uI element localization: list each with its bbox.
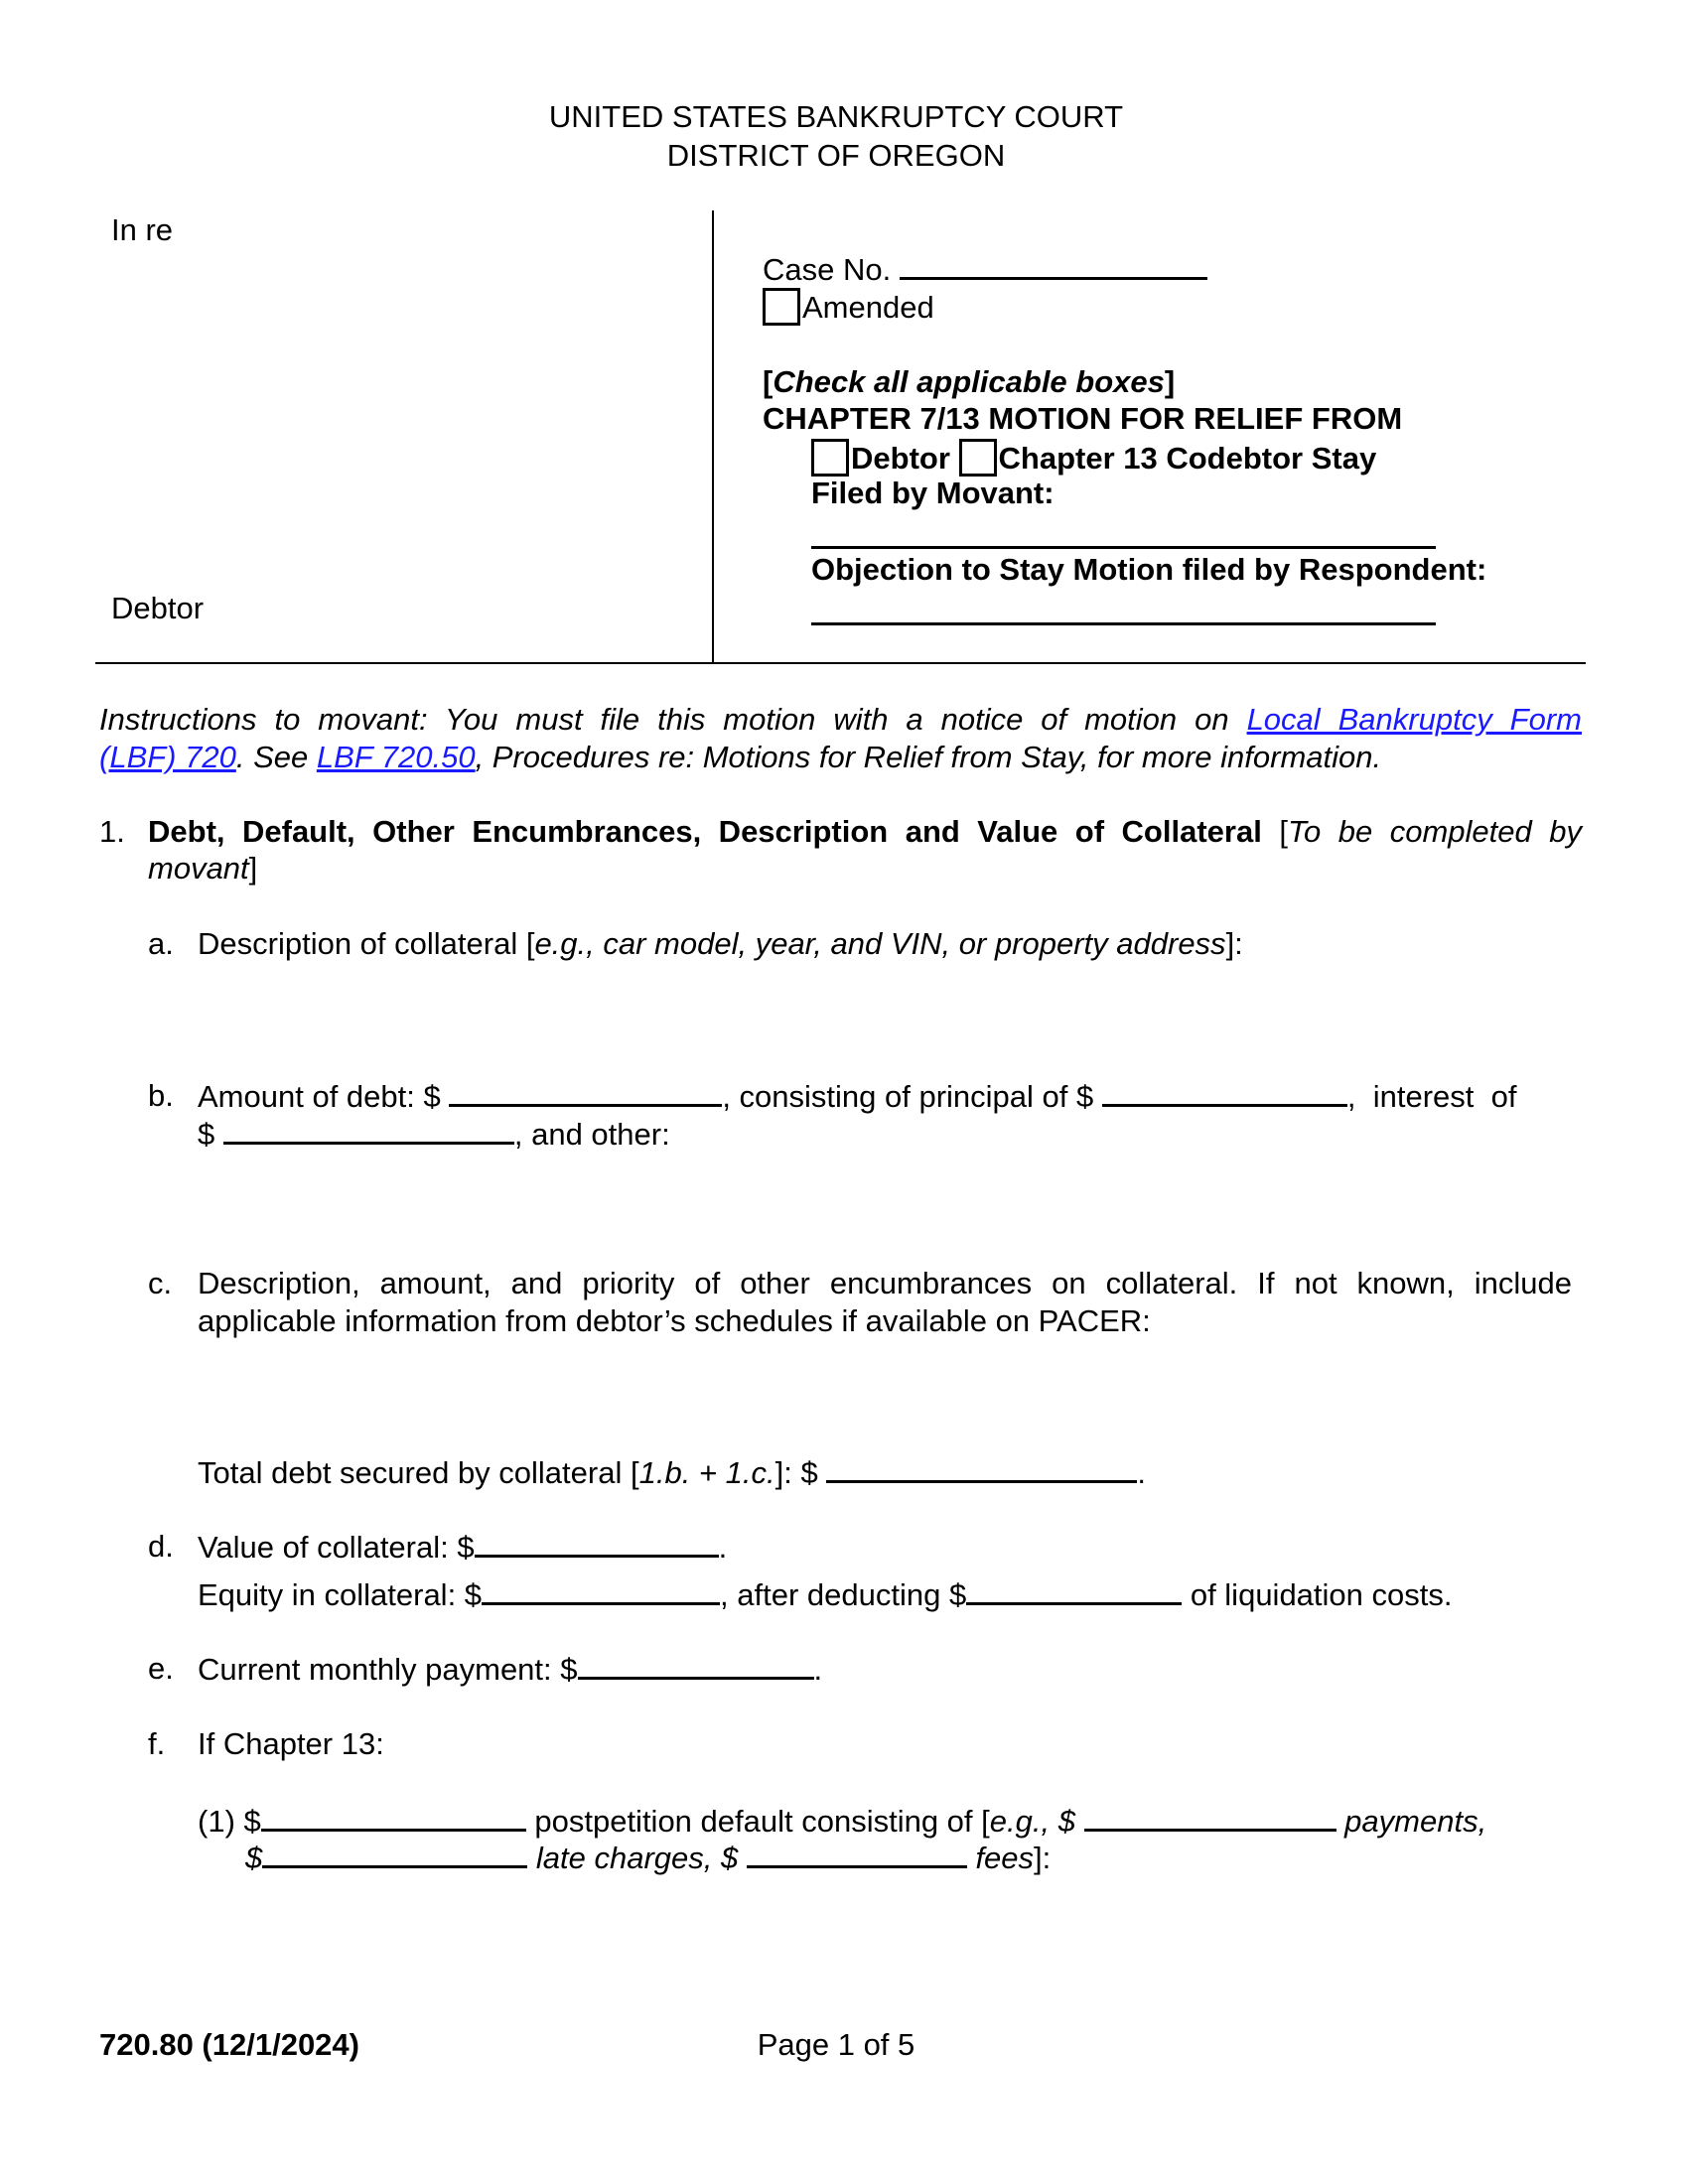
interest-field[interactable] [223,1116,514,1145]
item-b-line-2 [198,1116,670,1153]
text: ]: $ [774,1455,827,1490]
payments-field[interactable] [1084,1803,1336,1832]
item-c-line-2: applicable information from debtor’s schedules if available on PACER: [198,1303,1151,1338]
item-c-label: c. [148,1266,173,1300]
respondent-field[interactable] [811,622,1436,625]
item-e-label: e. [148,1651,174,1686]
text: Amount of debt: $ [198,1079,450,1114]
fees-field[interactable] [747,1840,967,1868]
case-number-field[interactable] [900,251,1207,280]
text-italic: late charges, $ [527,1841,747,1875]
caption-divider [712,210,714,663]
lbf-720-link[interactable]: Local Bankruptcy Form [1246,702,1582,737]
text: . [718,1530,728,1565]
check-all-note: [Check all applicable boxes] [763,364,1176,399]
bracket: [ [1279,814,1288,849]
case-no-label: Case No. [763,252,892,287]
codebtor-stay-checkbox[interactable] [959,439,997,477]
text: Equity in collateral: $ [198,1577,483,1612]
text: . [813,1652,823,1687]
section-1-heading [148,814,1582,850]
objection-label: Objection to Stay Motion filed by Respondent: [811,552,1487,587]
instructions-line-1 [99,702,1582,738]
text: of liquidation costs. [1182,1577,1453,1612]
monthly-payment-field[interactable] [578,1651,814,1680]
movant-field[interactable] [811,546,1436,549]
default-row-1 [198,1803,1486,1840]
text: (1) $ [198,1804,261,1839]
text: $ [198,1117,223,1152]
text: , consisting of principal of $ [722,1079,1102,1114]
text: , and other: [513,1117,670,1152]
default-row-2 [245,1840,1051,1876]
total-debt-field[interactable] [826,1454,1137,1483]
text: Value of collateral: $ [198,1530,475,1565]
court-name: UNITED STATES BANKRUPTCY COURT [548,99,1124,134]
in-re-label: In re [111,212,174,247]
debtor-stay-label: Debtor [851,441,950,476]
postpetition-default-field[interactable] [261,1803,526,1832]
instructions-text: Instructions to movant: You must file this motion with a notice of motion on [99,702,1247,737]
item-c-line-1: Description, amount, and priority of other encumbrances on collateral. If not known, include [198,1266,1572,1300]
amended-row [763,288,934,326]
check-all-text: Check all applicable boxes [773,364,1165,399]
monthly-payment-row [198,1651,822,1688]
text: , after deducting $ [720,1577,967,1612]
bracket: ] [248,851,258,886]
equity-row [198,1576,1452,1613]
collateral-value-field[interactable] [475,1529,719,1558]
district-name: DISTRICT OF OREGON [666,138,1006,173]
late-charges-field[interactable] [262,1840,527,1868]
total-debt-row [198,1454,1146,1491]
principal-field[interactable] [1102,1078,1347,1107]
page-number: Page 1 of 5 [757,2027,915,2062]
item-b-label: b. [148,1078,174,1113]
section-1-note-2: movant [148,851,249,886]
lbf-720-50-link[interactable]: LBF 720.50 [316,740,476,774]
amended-label: Amended [802,290,934,325]
motion-title: CHAPTER 7/13 MOTION FOR RELIEF FROM [763,401,1403,436]
text: , interest of [1346,1079,1517,1114]
section-1-heading-2 [148,851,257,887]
text: ]: [1225,926,1243,961]
lbf-720-link-cont[interactable]: (LBF) 720 [99,740,236,774]
item-f-text: If Chapter 13: [198,1726,384,1761]
text: . [1137,1455,1146,1490]
codebtor-stay-label: Chapter 13 Codebtor Stay [998,441,1377,476]
debtor-label: Debtor [111,591,205,625]
text: postpetition default consisting of [ [525,1804,990,1839]
section-1-title: Debt, Default, Other Encumbrances, Description and Value of Collateral [148,814,1262,849]
text-italic: $ [245,1841,263,1875]
debtor-stay-checkbox[interactable] [811,439,849,477]
amended-checkbox[interactable] [763,288,800,326]
item-d-label: d. [148,1529,174,1564]
stay-options [811,439,1376,477]
text-italic: fees [966,1841,1035,1875]
text: ]: [1034,1841,1052,1875]
value-row [198,1529,727,1566]
text: Description of collateral [ [198,926,535,961]
text-italic: 1.b. + 1.c. [638,1455,775,1490]
section-1-note: To be completed by [1287,814,1582,849]
instructions-line-2 [99,740,1381,775]
filed-by-movant-label: Filed by Movant: [811,476,1055,510]
text-italic: e.g., car model, year, and VIN, or property address [534,926,1226,961]
form-number: 720.80 (12/1/2024) [99,2027,359,2062]
item-b-line-1 [198,1078,1516,1115]
item-a-label: a. [148,926,174,961]
equity-field[interactable] [482,1576,720,1605]
text-italic: payments, [1336,1804,1487,1839]
caption-rule [95,662,1586,664]
instructions-text-2: . See [235,740,317,774]
text: Current monthly payment: $ [198,1652,578,1687]
item-f-label: f. [148,1726,166,1761]
amount-of-debt-field[interactable] [449,1078,722,1107]
item-a-text [198,926,1243,962]
text-italic: e.g., $ [989,1804,1084,1839]
case-number-row [763,251,1207,288]
text: Total debt secured by collateral [ [198,1455,639,1490]
liquidation-costs-field[interactable] [966,1576,1182,1605]
instructions-text-3: , Procedures re: Motions for Relief from Stay, for more information. [475,740,1382,774]
section-1-number: 1. [99,814,125,849]
